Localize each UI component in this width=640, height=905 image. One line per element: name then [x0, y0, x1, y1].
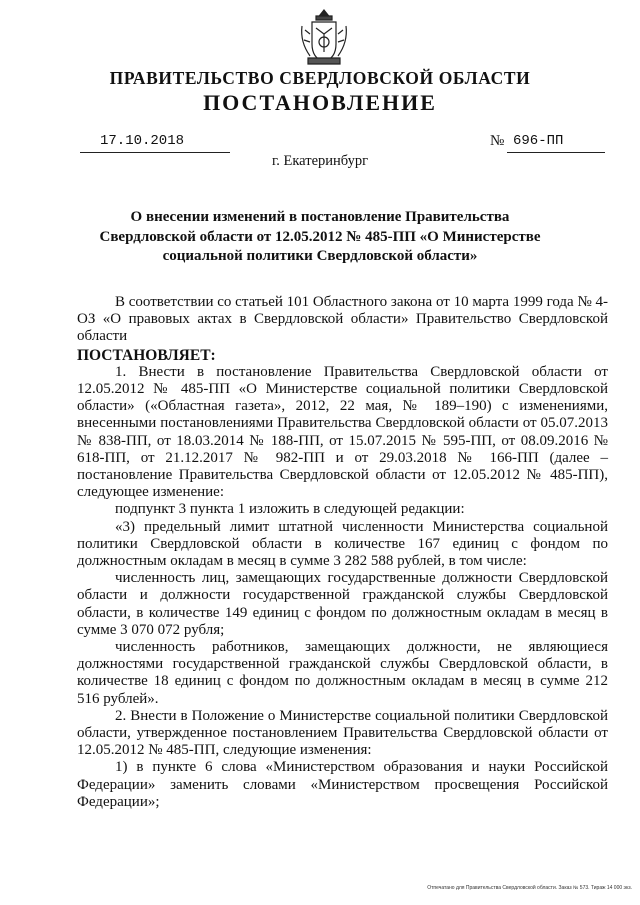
quote-3-paragraph: «3) предельный лимит штатной численности Министерства социальной политики Свердловской области в количестве 167 единиц с фондом по должностным окладам в месяц в сумме 3 282 588 рублей, в том числе:	[77, 518, 608, 570]
quote-3-a-paragraph: численность лиц, замещающих государственные должности Свердловской области и должности государственной гражданской службы Свердловской области, в количестве 149 единиц с фондом по должностным окладам в месяц в сумме 3 070 072 рубля;	[77, 570, 608, 638]
item-2-paragraph: 2. Внести в Положение о Министерстве социальной политики Свердловской области, утвержденное постановлением Правительства Свердловской области от 12.05.2012 № 485-ПП, следующие изменения:	[77, 707, 608, 759]
document-body	[77, 294, 608, 811]
quote-3-b-paragraph: численность работников, замещающих должности, не являющиеся должностями государственной гражданской службы Свердловской области, в количестве 18 единиц с фондом по должностным окладам в месяц в сумме 212 516 рублей».	[77, 639, 608, 707]
document-type: ПОСТАНОВЛЕНИЕ	[203, 90, 437, 115]
coat-of-arms-icon	[298, 8, 350, 68]
item-1-sub-paragraph: подпункт 3 пункта 1 изложить в следующей редакции:	[115, 501, 465, 518]
document-date: 17.10.2018	[100, 133, 185, 149]
number-sign: №	[490, 133, 505, 149]
title-line: Свердловской области от 12.05.2012 № 485-ПП «О Министерстве	[99, 228, 541, 245]
print-footer: Отпечатано для Правительства Свердловской области. Заказ № 573. Тираж 14 000 экз.	[427, 885, 632, 891]
item-1-paragraph: 1. Внести в постановление Правительства Свердловской области от 12.05.2012 № 485-ПП «О Министерстве социальной политики Свердловской области» («Областная газета», 2012, 22 мая, № 189–190) с изменениями, внесенными постановлениями Правительства Свердловской области от 05.07.2013 № 838-ПП, от 18.03.2014 № 188-ПП, от 15.07.2015 № 595-ПП, от 08.09.2016 № 618-ПП, от 21.12.2017 № 982-ПП и от 29.03.2018 № 166-ПП (далее – постановление Правительства Свердловской области от 12.05.2012 № 485-ПП), следующее изменение:	[77, 363, 608, 501]
item-2-1-paragraph: 1) в пункте 6 слова «Министерством образования и науки Российской Федерации» заменить словами «Министерством просвещения Российской Федерации»;	[77, 759, 608, 810]
intro-paragraph: В соответствии со статьей 101 Областного закона от 10 марта 1999 года № 4-ОЗ «О правовых актах в Свердловской области» Правительство Свердловской области	[77, 294, 609, 345]
document-number: 696-ПП	[513, 133, 564, 149]
document-title	[80, 208, 560, 267]
title-line: О внесении изменений в постановление Правительства	[130, 209, 510, 225]
city: г. Екатеринбург	[271, 153, 369, 169]
organization-name: ПРАВИТЕЛЬСТВО СВЕРДЛОВСКОЙ ОБЛАСТИ	[109, 68, 531, 88]
title-line: социальной политики Свердловской области»	[162, 248, 478, 264]
resolve-heading: ПОСТАНОВЛЯЕТ:	[77, 346, 216, 364]
